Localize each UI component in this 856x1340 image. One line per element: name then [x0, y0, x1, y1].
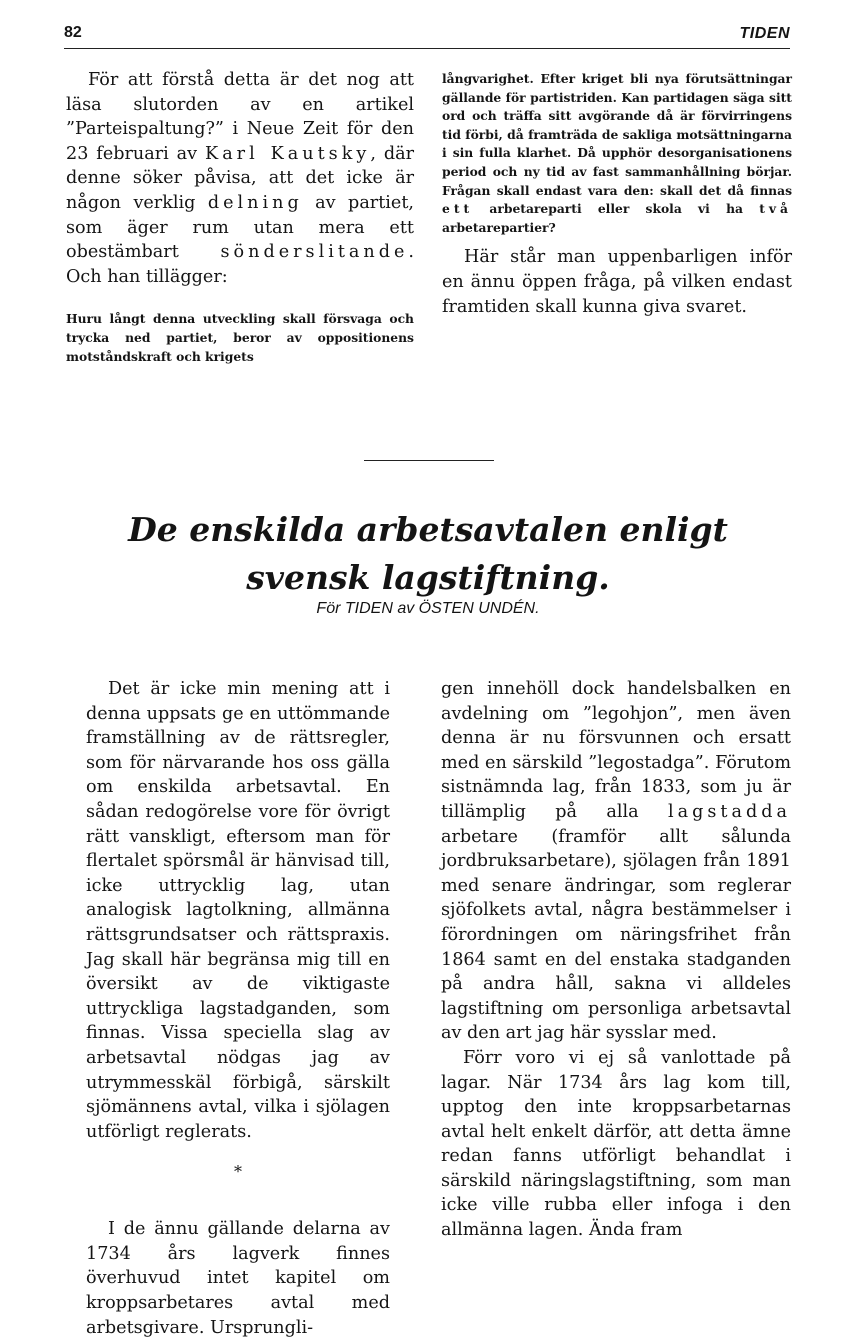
page-number: 82 [64, 24, 82, 41]
text-span: arbetare (framför allt sålunda jordbruksarbetare), sjölagen från 1891 med senare ändringar, som reglerar sjöfolkets avtal, några bestämmelser i förordningen om näringsfrihet från 1864 samt en del enstaka stadganden på andra håll, sakna vi alldeles lagstiftning om personliga arbetsavtal av den art jag här sysslar med. [441, 826, 791, 1044]
text-span: För att förstå detta är det nog att läsa slutorden av en artikel ”Parteispaltung?” i Neue Zeit för den 23 februari av [66, 70, 414, 164]
text-span: arbetarepartier? [442, 219, 556, 235]
section-star: * [234, 1162, 242, 1182]
journal-title: TIDEN [739, 25, 790, 42]
text-span: långvarighet. Efter kriget bli nya förutsättningar gällande för partistriden. Kan partidagen säga sitt ord och träffa sitt avgörande då är förvirringens tid förbi, då framträda de sakliga motsättningarna i sin fulla klarhet. Då upphör desorganisationens period och ny tid av fast sammanhållning börjar. Frågan skall endast vara den: skall det då finnas [442, 71, 792, 198]
older-laws-paragraph: Förr voro vi ej så vanlottade på lagar. När 1734 års lag kom till, upptog den inte kroppsarbetarnas avtal helt enkelt därför, att detta ämne redan fanns utförligt behandlat i särskild näringslagstiftning, som man icke ville rubba eller infoga i den allmänna lagen. Ända fram [441, 1047, 791, 1241]
intro-paragraph: Det är icke min mening att i denna uppsats ge en uttömmande framställning av de rättsregler, som för närvarande hos oss gälla om enskilda arbetsavtal. En sådan redogörelse vore för övrigt rätt vanskligt, eftersom man för flertalet spörsmål är hänvisad till, icke uttrycklig lag, utan analogisk lagtolkning, allmänna rättsgrundsatser och rättspraxis. Jag skall här begränsa mig till en översikt av de viktigaste uttryckliga lagstadganden, som finnas. Vissa speciella slag av arbetsavtal nödgas jag av utrymmesskäl förbigå, särskilt sjömännens avtal, vilka i sjölagen utförligt reglerats. [86, 679, 390, 1142]
quote-part-2 [442, 70, 792, 237]
spaced-word: sönderslitande [220, 242, 409, 263]
article-title: De enskilda arbetsavtalen enligt svensk lagstiftning. [128, 510, 728, 597]
kautsky-paragraph [66, 68, 414, 289]
body-right-column [441, 677, 791, 1243]
legislation-paragraph [441, 677, 791, 1046]
top-left-column [66, 68, 414, 366]
body-left-column [86, 677, 390, 1340]
article-byline: För TIDEN av ÖSTEN UNDÉN. [316, 600, 540, 617]
text-span: gen innehöll dock handelsbalken en avdelning om ”legohjon”, men även denna är nu försvunnen och ersatt med en särskild ”legostadga”. Förutom sistnämnda lag, från 1833, som ju är tillämplig på alla [441, 679, 791, 822]
text-span: av partiet, som äger rum utan mera ett obestämbart [66, 192, 414, 263]
spaced-word: delning [207, 192, 303, 213]
spaced-word: lagstadda [668, 801, 791, 822]
top-right-column [442, 70, 792, 319]
spaced-word: två [759, 201, 792, 217]
spaced-name: Karl Kautsky [205, 143, 371, 164]
history-paragraph: I de ännu gällande delarna av 1734 års lagverk finnes överhuvud intet kapitel om kroppsarbetares avtal med arbetsgivare. Ursprungli- [86, 1219, 390, 1338]
section-divider [364, 460, 494, 461]
header-rule [64, 48, 790, 49]
text-span: arbetareparti eller skola vi ha [473, 201, 760, 217]
spaced-word: ett [442, 201, 474, 217]
text-span: , där denne söker påvisa, att det icke är någon verklig [66, 143, 414, 213]
conclusion-paragraph: Här står man uppenbarligen inför en ännu öppen fråga, på vilken endast framtiden skall kunna giva svaret. [442, 247, 792, 317]
quote-part-1: Huru långt denna utveckling skall försvaga och trycka ned partiet, beror av oppositionens motståndskraft och krigets [66, 311, 414, 364]
text-span: . Och han tillägger: [66, 242, 414, 287]
